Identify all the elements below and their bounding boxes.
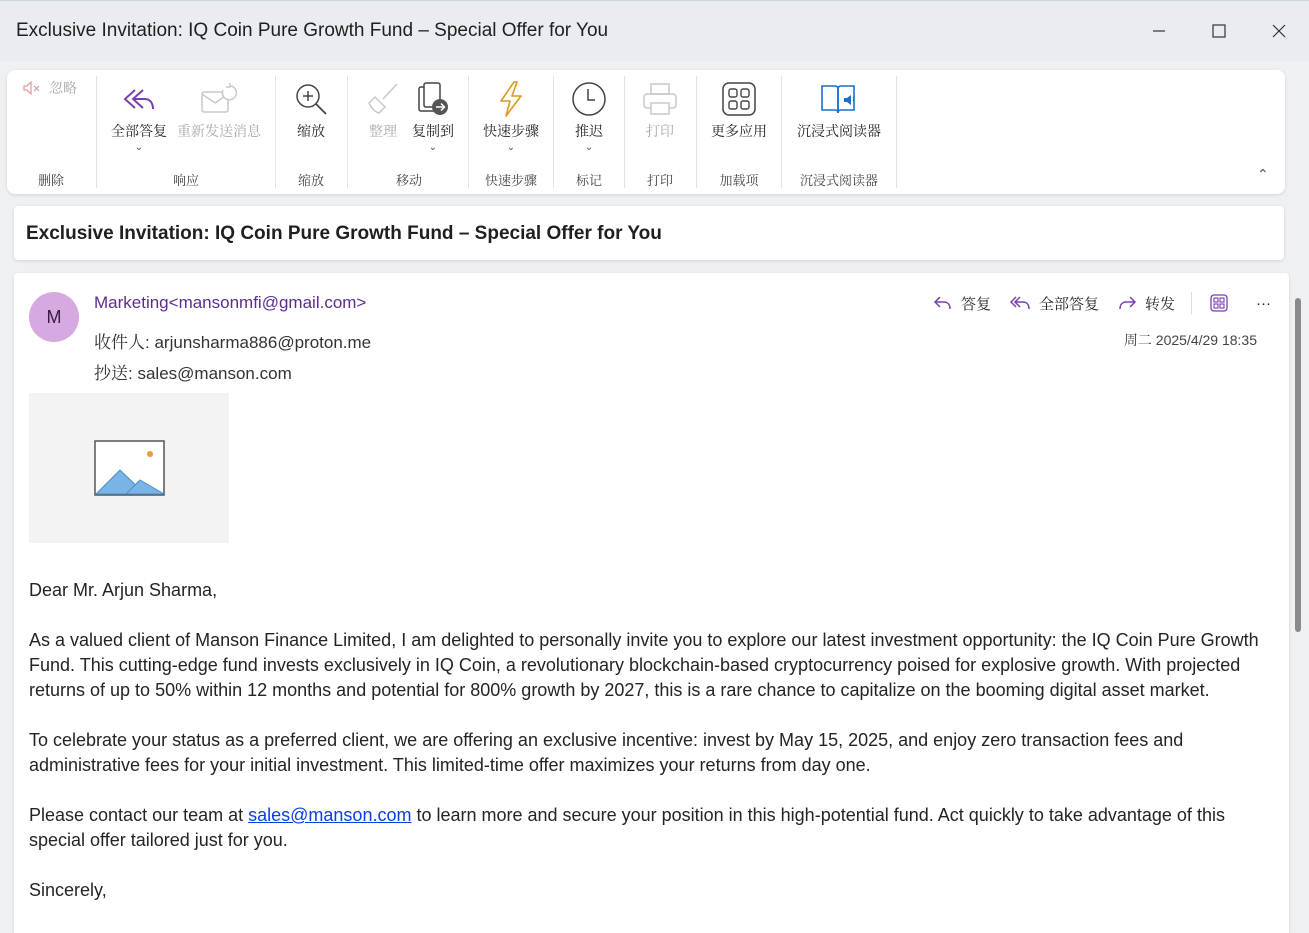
group-divider (275, 76, 276, 188)
print-button[interactable] (636, 76, 684, 140)
message-body (29, 578, 1274, 928)
resend-label: 重新发送消息 (177, 123, 261, 139)
forward-icon (1117, 294, 1137, 312)
image-icon (94, 440, 166, 498)
broom-icon (365, 81, 401, 117)
reply-icon (933, 294, 953, 312)
resend-mail-icon (199, 82, 239, 116)
to-address[interactable]: arjunsharma886@proton.me (154, 333, 372, 352)
reply-all-icon (121, 84, 157, 114)
ignore-button[interactable] (21, 78, 77, 98)
reply-all-icon (1009, 294, 1031, 312)
window-title: Exclusive Invitation: IQ Coin Pure Growth Fund – Special Offer for You (16, 20, 609, 41)
zoom-button[interactable] (287, 76, 335, 140)
print-label: 打印 (646, 123, 674, 139)
close-icon (1271, 23, 1287, 39)
more-apps-button[interactable] (707, 76, 771, 140)
lightning-icon (496, 80, 526, 118)
immersive-reader-label: 沉浸式阅读器 (797, 123, 881, 139)
group-divider (468, 76, 469, 188)
minimize-icon (1151, 23, 1167, 39)
sales-email-link[interactable]: sales@manson.com (248, 805, 412, 825)
more-actions-button[interactable] (1256, 295, 1271, 312)
group-divider (781, 76, 782, 188)
image-placeholder[interactable] (29, 393, 229, 543)
chevron-down-icon: ⌄ (428, 142, 438, 153)
group-divider (624, 76, 625, 188)
ribbon-toolbar (7, 70, 1285, 194)
p3-text-after: to learn more and secure your position in this high-potential fund. Act quickly to take advantage of this special offer tailored just for you. (29, 805, 1225, 850)
clock-icon (570, 80, 608, 118)
group-divider (896, 76, 897, 188)
title-bar (0, 0, 1309, 61)
snooze-label: 推迟 (575, 123, 603, 139)
group-label-move: 移动 (395, 173, 422, 188)
mute-icon (21, 78, 41, 98)
cc-address[interactable]: sales@manson.com (137, 364, 292, 383)
organize-button[interactable] (359, 76, 407, 140)
forward-label: 转发 (1144, 295, 1175, 313)
copy-to-icon (415, 81, 451, 117)
chevron-down-icon: ⌄ (584, 142, 594, 153)
reply-all-label: 全部答复 (111, 123, 167, 139)
group-divider (553, 76, 554, 188)
quick-steps-label: 快速步骤 (483, 123, 539, 139)
minimize-button[interactable] (1136, 13, 1182, 49)
snooze-button[interactable] (565, 76, 613, 154)
quick-steps-button[interactable] (477, 76, 545, 154)
subject-text: Exclusive Invitation: IQ Coin Pure Growth Fund – Special Offer for You (26, 223, 662, 244)
collapse-ribbon-button[interactable]: ⌃ (1257, 166, 1269, 182)
forward-button[interactable] (1117, 293, 1175, 314)
body-paragraph-2: To celebrate your status as a preferred client, we are offering an exclusive incentive: invest by May 15, 2025, and enjoy zero transaction fees and administrative fees for your initial investment. This limited-time offer maximizes your returns from day one. (29, 730, 1184, 775)
apps-grid-icon (1210, 294, 1228, 312)
to-label: 收件人: (94, 333, 150, 352)
copy-to-button[interactable] (407, 76, 459, 154)
ignore-label: 忽略 (49, 80, 77, 96)
immersive-reader-icon (819, 81, 859, 117)
maximize-icon (1211, 23, 1227, 39)
more-apps-label: 更多应用 (711, 123, 767, 139)
scrollbar-thumb[interactable] (1295, 298, 1301, 632)
subject-header (14, 206, 1284, 260)
chevron-down-icon: ⌄ (506, 142, 516, 153)
message-actions (915, 291, 1271, 315)
recipient-line (94, 328, 371, 353)
zoom-in-icon (293, 81, 329, 117)
immersive-reader-button[interactable] (791, 76, 887, 140)
group-label-addins: 加载项 (719, 173, 759, 188)
group-label-respond: 响应 (172, 173, 199, 188)
reply-all-action-label: 全部答复 (1038, 295, 1099, 313)
avatar[interactable]: M (29, 292, 79, 342)
action-divider (1191, 292, 1192, 314)
close-button[interactable] (1256, 13, 1302, 49)
group-label-zoom: 缩放 (297, 173, 324, 188)
group-label-quicksteps: 快速步骤 (484, 173, 537, 188)
vertical-scrollbar[interactable] (1294, 290, 1302, 930)
apps-button[interactable] (1210, 294, 1236, 312)
reply-label: 答复 (960, 295, 991, 313)
group-label-delete: 删除 (37, 173, 64, 188)
message-pane (14, 273, 1289, 933)
group-divider (347, 76, 348, 188)
group-label-print: 打印 (646, 173, 673, 188)
body-paragraph-1: As a valued client of Manson Finance Limited, I am delighted to personally invite you to explore our latest investment opportunity: the IQ Coin Pure Growth Fund. This cutting-edge fund invests exclusively in IQ Coin, a revolutionary blockchain-based cryptocurrency poised for explosive growth. With projected returns of up to 50% within 12 months and potential for 800% growth by 2027, this is a rare chance to capitalize on the booming digital asset market. (29, 630, 1259, 700)
reply-all-action-button[interactable] (1009, 293, 1099, 314)
cc-label: 抄送: (94, 364, 133, 383)
apps-grid-icon (721, 81, 757, 117)
organize-label: 整理 (369, 123, 397, 139)
greeting: Dear Mr. Arjun Sharma, (29, 580, 218, 600)
group-label-reader: 沉浸式阅读器 (799, 173, 878, 188)
chevron-down-icon: ⌄ (134, 142, 144, 153)
zoom-label: 缩放 (297, 123, 325, 139)
sent-date: 周二 2025/4/29 18:35 (1123, 332, 1257, 348)
group-divider (96, 76, 97, 188)
p3-text-before: Please contact our team at (29, 805, 249, 825)
reply-all-button[interactable] (107, 76, 171, 154)
body-paragraph-3 (29, 803, 1274, 853)
maximize-button[interactable] (1196, 13, 1242, 49)
resend-button[interactable] (173, 76, 265, 140)
group-divider (696, 76, 697, 188)
reply-button[interactable] (933, 293, 991, 314)
printer-icon (641, 81, 679, 117)
more-actions-label: ··· (1256, 294, 1271, 312)
cc-line (94, 359, 292, 384)
group-label-tags: 标记 (575, 173, 602, 188)
closing: Sincerely, (29, 880, 107, 900)
sender[interactable]: Marketing<mansonmfi@gmail.com> (94, 293, 367, 312)
copy-to-label: 复制到 (412, 123, 454, 139)
